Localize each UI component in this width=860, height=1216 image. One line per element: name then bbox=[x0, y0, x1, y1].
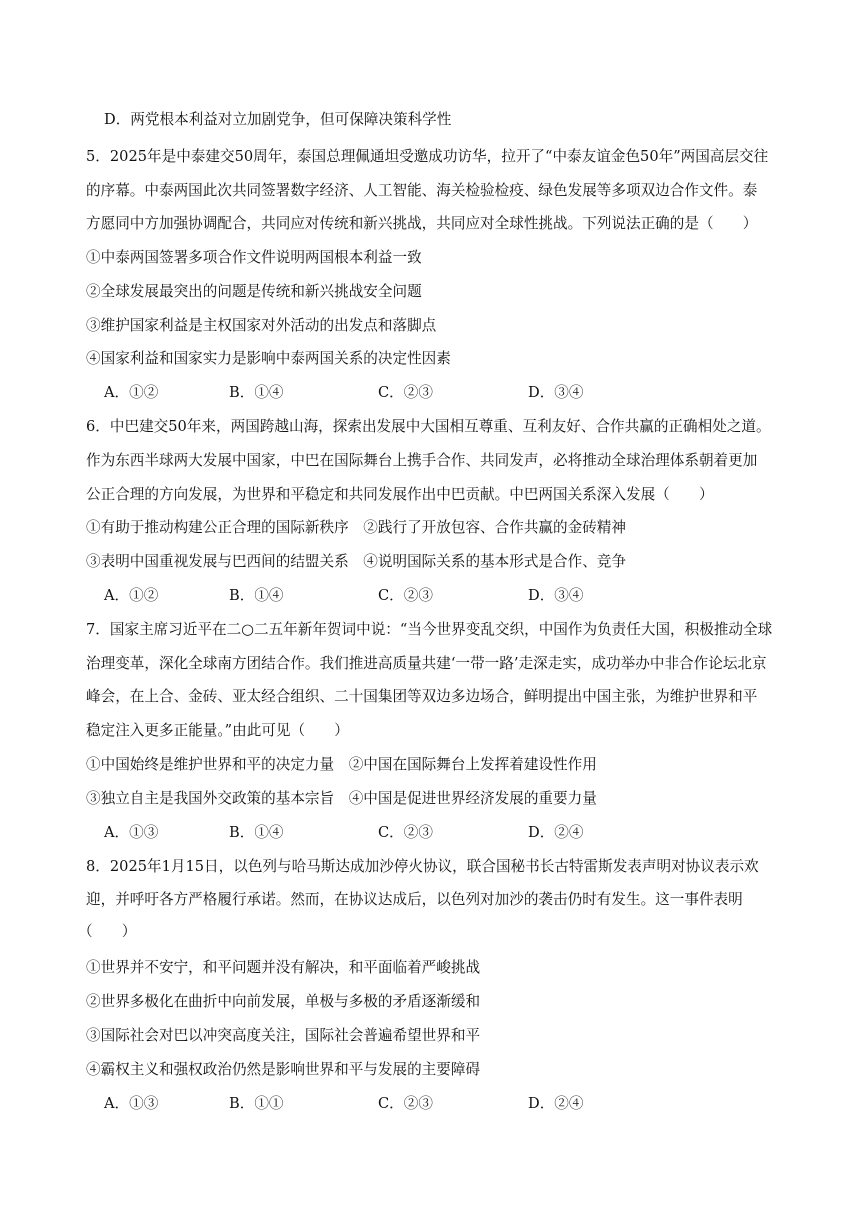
q6-option-b[interactable]: B．①④ bbox=[229, 587, 284, 604]
q7-option-b[interactable]: B．①④ bbox=[229, 824, 284, 841]
q8-option-a[interactable]: A．①③ bbox=[104, 1095, 159, 1112]
q8-statement-4: ④霸权主义和强权政治仍然是影响世界和平与发展的主要障碍 bbox=[86, 1061, 481, 1078]
q8-option-d[interactable]: D．②④ bbox=[528, 1095, 584, 1112]
q4-option-d: D．两党根本利益对立加剧党争，但可保障决策科学性 bbox=[104, 111, 452, 128]
q5-stem-line-3: 方愿同中方加强协调配合，共同应对传统和新兴挑战，共同应对全球性挑战。下列说法正确的是（ ） bbox=[86, 215, 758, 232]
q6-statements-line-2: ③表明中国重视发展与巴西间的结盟关系 ④说明国际关系的基本形式是合作、竞争 bbox=[86, 553, 626, 570]
q8-stem-line-3: （ ） bbox=[78, 923, 137, 940]
q6-stem-line-2: 作为东西半球两大发展中国家，中巴在国际舞台上携手合作、共同发声，必将推动全球治理体系朝着更加 bbox=[86, 452, 758, 469]
q7-statements-line-2: ③独立自主是我国外交政策的基本宗旨 ④中国是促进世界经济发展的重要力量 bbox=[86, 790, 597, 807]
q7-option-a[interactable]: A．①③ bbox=[104, 824, 159, 841]
q5-option-c[interactable]: C．②③ bbox=[378, 384, 433, 401]
q8-stem-line-1: 8．2025年1月15日，以色列与哈马斯达成加沙停火协议，联合国秘书长古特雷斯发表声明对协议表示欢 bbox=[86, 858, 759, 875]
q8-statement-1: ①世界并不安宁，和平问题并没有解决，和平面临着严峻挑战 bbox=[86, 959, 481, 976]
q8-statement-2: ②世界多极化在曲折中向前发展，单极与多极的矛盾逐渐缓和 bbox=[86, 993, 481, 1010]
q5-stem-line-2: 的序幕。中泰两国此次共同签署数字经济、人工智能、海关检验检疫、绿色发展等多项双边合作文件。泰 bbox=[86, 182, 758, 199]
q6-statements-line-1: ①有助于推动构建公正合理的国际新秩序 ②践行了开放包容、合作共赢的金砖精神 bbox=[86, 519, 626, 536]
q5-statement-3: ③维护国家利益是主权国家对外活动的出发点和落脚点 bbox=[86, 317, 437, 334]
q8-option-c[interactable]: C．②③ bbox=[378, 1095, 433, 1112]
q7-statements-line-1: ①中国始终是维护世界和平的决定力量 ②中国在国际舞台上发挥着建设性作用 bbox=[86, 756, 597, 773]
q5-option-d[interactable]: D．③④ bbox=[528, 384, 584, 401]
q8-stem-line-2: 迎，并呼吁各方严格履行承诺。然而，在协议达成后，以色列对加沙的袭击仍时有发生。这一事件表明 bbox=[86, 891, 743, 908]
q5-stem-line-1: 5．2025年是中泰建交50周年，泰国总理佩通坦受邀成功访华，拉开了“中泰友谊金色50年”两国高层交往 bbox=[86, 148, 769, 165]
q7-stem-line-4: 稳定注入更多正能量。”由此可见（ ） bbox=[86, 722, 349, 739]
q6-option-c[interactable]: C．②③ bbox=[378, 587, 433, 604]
q7-stem-line-3: 峰会，在上合、金砖、亚太经合组织、二十国集团等双边多边场合，鲜明提出中国主张，为维护世界和平 bbox=[86, 688, 758, 705]
q7-option-c[interactable]: C．②③ bbox=[378, 824, 433, 841]
q8-statement-3: ③国际社会对巴以冲突高度关注，国际社会普遍希望世界和平 bbox=[86, 1027, 481, 1044]
q8-option-b[interactable]: B．①① bbox=[229, 1095, 284, 1112]
q6-option-d[interactable]: D．③④ bbox=[528, 587, 584, 604]
q5-option-b[interactable]: B．①④ bbox=[229, 384, 284, 401]
q7-stem-line-2: 治理变革，深化全球南方团结合作。我们推进高质量共建‘一带一路’走深走实，成功举办中非合作论坛北京 bbox=[86, 655, 767, 672]
q7-option-d[interactable]: D．②④ bbox=[528, 824, 584, 841]
q5-option-a[interactable]: A．①② bbox=[104, 384, 159, 401]
q5-statement-2: ②全球发展最突出的问题是传统和新兴挑战安全问题 bbox=[86, 283, 422, 300]
q5-statement-1: ①中泰两国签署多项合作文件说明两国根本利益一致 bbox=[86, 249, 422, 266]
q6-stem-line-1: 6．中巴建交50年来，两国跨越山海，探索出发展中大国相互尊重、互利友好、合作共赢的正确相处之道。 bbox=[86, 418, 771, 435]
q7-stem-line-1: 7．国家主席习近平在二○二五年新年贺词中说：“当今世界变乱交织，中国作为负责任大国，积极推动全球 bbox=[86, 621, 773, 638]
q6-stem-line-3: 公正合理的方向发展，为世界和平稳定和共同发展作出中巴贡献。中巴两国关系深入发展（ ） bbox=[86, 486, 714, 503]
q6-option-a[interactable]: A．①② bbox=[104, 587, 159, 604]
q5-statement-4: ④国家利益和国家实力是影响中泰两国关系的决定性因素 bbox=[86, 350, 451, 367]
